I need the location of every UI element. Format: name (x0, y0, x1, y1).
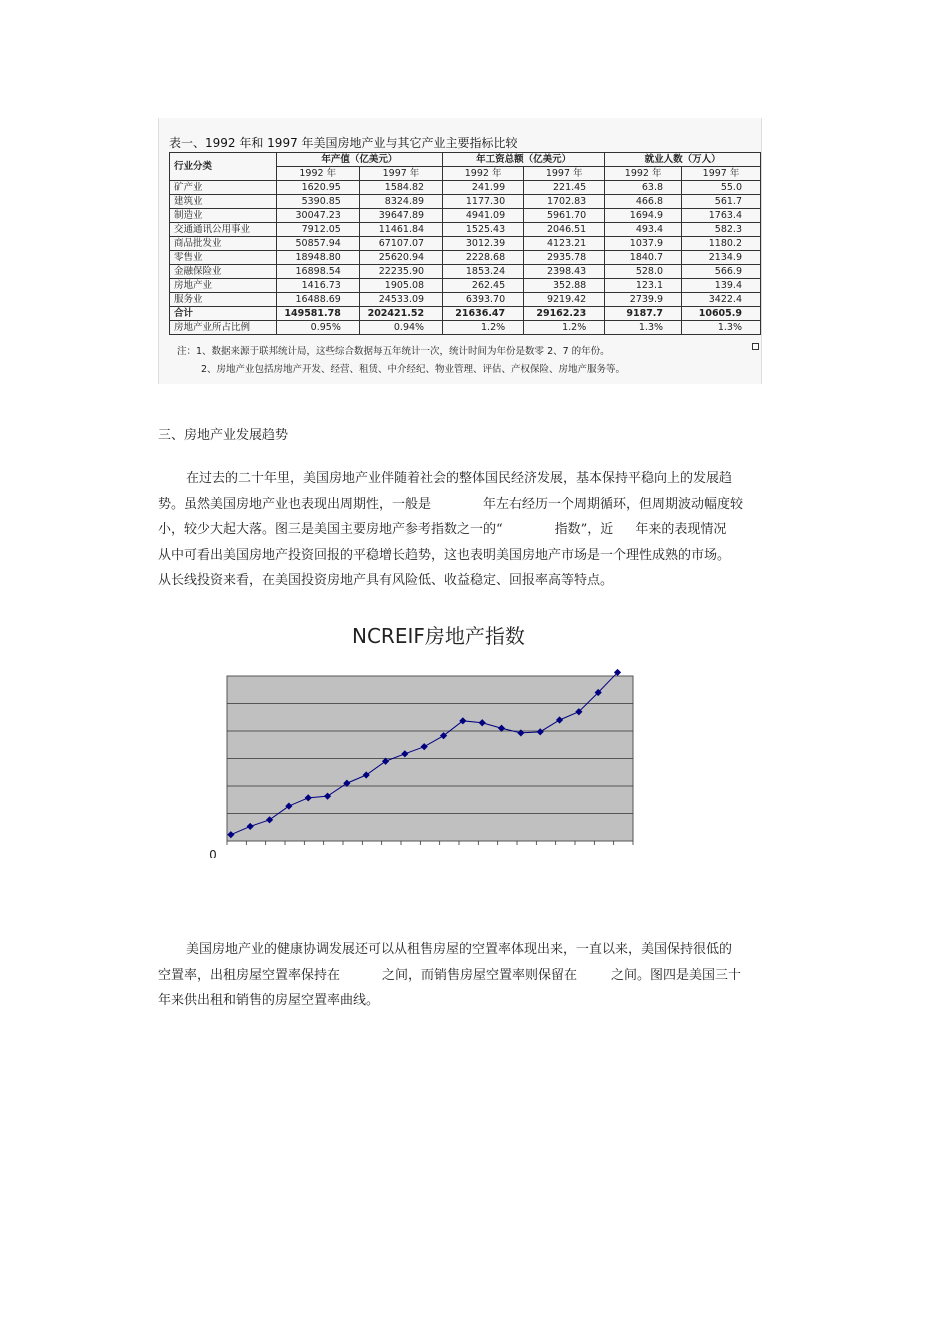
table-header-cell: 行业分类 (170, 153, 277, 181)
table-cell: 67107.07 (359, 237, 442, 251)
table-header-cell: 就业人数（万人） (605, 153, 761, 167)
section-heading: 三、房地产业发展趋势 (158, 428, 289, 443)
table-cell: 房地产业 (170, 279, 277, 293)
table-cell: 22235.90 (359, 265, 442, 279)
table-subheader-cell: 1992 年 (605, 167, 682, 181)
table-cell: 466.8 (605, 195, 682, 209)
table-cell: 1694.9 (605, 209, 682, 223)
table-header-cell: 年产值（亿美元） (276, 153, 442, 167)
table-cell: 2935.78 (524, 251, 605, 265)
table-subheader-cell: 1992 年 (443, 167, 524, 181)
resize-handle[interactable] (752, 343, 759, 350)
chart-title: NCREIF房地产指数 (352, 624, 525, 648)
table-cell: 1.2% (524, 321, 605, 335)
table-cell: 房地产业所占比例 (170, 321, 277, 335)
table-total-row (170, 307, 761, 321)
table-cell: 139.4 (682, 279, 761, 293)
table-cell: 1525.43 (443, 223, 524, 237)
table-cell: 4123.21 (524, 237, 605, 251)
table-cell: 7912.05 (276, 223, 359, 237)
table-cell: 1584.82 (359, 181, 442, 195)
table-cell: 566.9 (682, 265, 761, 279)
table-row (170, 195, 761, 209)
paragraph-1 (158, 466, 792, 594)
table-cell: 6393.70 (443, 293, 524, 307)
table-cell: 矿产业 (170, 181, 277, 195)
table-cell: 16898.54 (276, 265, 359, 279)
paragraph-line (158, 963, 792, 989)
paragraph-line: 从中可看出美国房地产投资回报的平稳增长趋势，这也表明美国房地产市场是一个理性成熟的市场。 (158, 547, 731, 563)
table-share-row (170, 321, 761, 335)
table-cell: 1416.73 (276, 279, 359, 293)
table-cell: 1.2% (443, 321, 524, 335)
text-segment: 势。虽然美国房地产业也表现出周期性，一般是 (158, 496, 432, 512)
table-cell: 2134.9 (682, 251, 761, 265)
table-cell: 55.0 (682, 181, 761, 195)
table-cell: 建筑业 (170, 195, 277, 209)
table-row (170, 265, 761, 279)
table-cell: 29162.23 (524, 307, 605, 321)
table-row (170, 237, 761, 251)
table-cell: 18948.80 (276, 251, 359, 265)
table-cell: 3422.4 (682, 293, 761, 307)
table-cell: 528.0 (605, 265, 682, 279)
table-cell: 8324.89 (359, 195, 442, 209)
table-cell: 3012.39 (443, 237, 524, 251)
table-row (170, 223, 761, 237)
industry-comparison-table (169, 152, 761, 335)
table-cell: 1702.83 (524, 195, 605, 209)
table-cell: 零售业 (170, 251, 277, 265)
table-cell: 1.3% (682, 321, 761, 335)
table-cell: 5961.70 (524, 209, 605, 223)
paragraph-line (158, 492, 792, 518)
table-subheader-cell: 1992 年 (276, 167, 359, 181)
table-cell: 11461.84 (359, 223, 442, 237)
table-row (170, 251, 761, 265)
paragraph-line: 美国房地产业的健康协调发展还可以从租售房屋的空置率体现出来，一直以来，美国保持很低的 (186, 942, 733, 957)
table-row (170, 279, 761, 293)
table-cell: 221.45 (524, 181, 605, 195)
paragraph-2 (158, 937, 792, 1014)
table-cell: 10605.9 (682, 307, 761, 321)
paragraph-line (158, 517, 792, 543)
text-segment: 年来的表现情况 (635, 522, 727, 538)
table-cell: 241.99 (443, 181, 524, 195)
table-cell: 合计 (170, 307, 277, 321)
table-cell: 商品批发业 (170, 237, 277, 251)
table-figure (158, 118, 762, 384)
text-segment: 之间，而销售房屋空置率则保留在 (382, 967, 578, 983)
table-cell: 2739.9 (605, 293, 682, 307)
table-cell: 21636.47 (443, 307, 524, 321)
table-cell: 1853.24 (443, 265, 524, 279)
table-cell: 352.88 (524, 279, 605, 293)
table-cell: 16488.69 (276, 293, 359, 307)
table-cell: 202421.52 (359, 307, 442, 321)
table-cell: 123.1 (605, 279, 682, 293)
table-cell: 582.3 (682, 223, 761, 237)
table-cell: 5390.85 (276, 195, 359, 209)
text-segment: 空置率，出租房屋空置率保持在 (158, 967, 341, 983)
table-cell: 561.7 (682, 195, 761, 209)
table-cell: 1763.4 (682, 209, 761, 223)
table-cell: 金融保险业 (170, 265, 277, 279)
paragraph-line: 在过去的二十年里，美国房地产业伴随着社会的整体国民经济发展，基本保持平稳向上的发展趋 (186, 471, 733, 486)
table-cell: 24533.09 (359, 293, 442, 307)
table-cell: 39647.89 (359, 209, 442, 223)
table-cell: 0.94% (359, 321, 442, 335)
table-note-2: 2、房地产业包括房地产开发、经营、租赁、中介经纪、物业管理、评估、产权保险、房地产服务等。 (201, 364, 626, 375)
table-subheader-cell: 1997 年 (524, 167, 605, 181)
table-subheader-cell: 1997 年 (682, 167, 761, 181)
table-cell: 制造业 (170, 209, 277, 223)
table-cell: 服务业 (170, 293, 277, 307)
table-cell: 50857.94 (276, 237, 359, 251)
table-row (170, 209, 761, 223)
table-cell: 149581.78 (276, 307, 359, 321)
table-cell: 0.95% (276, 321, 359, 335)
table-cell: 63.8 (605, 181, 682, 195)
table-cell: 交通通讯公用事业 (170, 223, 277, 237)
table-cell: 2228.68 (443, 251, 524, 265)
table-row (170, 181, 761, 195)
table-cell: 1180.2 (682, 237, 761, 251)
table-header-cell: 年工资总额（亿美元） (443, 153, 605, 167)
table-cell: 1840.7 (605, 251, 682, 265)
table-cell: 2398.43 (524, 265, 605, 279)
table-cell: 2046.51 (524, 223, 605, 237)
table-cell: 493.4 (605, 223, 682, 237)
paragraph-line: 年来供出租和销售的房屋空置率曲线。 (158, 993, 380, 1009)
table-row (170, 293, 761, 307)
paragraph-line: 从长线投资来看，在美国投资房地产具有风险低、收益稳定、回报率高等特点。 (158, 573, 614, 589)
text-segment: 指数”，近 (554, 522, 614, 538)
table-cell: 1620.95 (276, 181, 359, 195)
table-cell: 9219.42 (524, 293, 605, 307)
text-segment: 年左右经历一个周期循环，但周期波动幅度较 (483, 496, 744, 512)
table-cell: 1037.9 (605, 237, 682, 251)
table-cell: 262.45 (443, 279, 524, 293)
text-segment: 小，较少大起大落。图三是美国主要房地产参考指数之一的“ (158, 522, 503, 538)
table-caption: 表一、1992 年和 1997 年美国房地产业与其它产业主要指标比较 (169, 136, 518, 150)
table-header-row (170, 153, 761, 167)
text-segment: 之间。图四是美国三十 (611, 967, 742, 983)
table-cell: 1.3% (605, 321, 682, 335)
table-subheader-cell: 1997 年 (359, 167, 442, 181)
table-cell: 4941.09 (443, 209, 524, 223)
ncreif-line-chart (195, 668, 655, 858)
table-cell: 25620.94 (359, 251, 442, 265)
table-cell: 1905.08 (359, 279, 442, 293)
y-tick-label: 0 (209, 848, 217, 858)
table-cell: 30047.23 (276, 209, 359, 223)
table-cell: 1177.30 (443, 195, 524, 209)
table-cell: 9187.7 (605, 307, 682, 321)
table-note-1: 注：1、数据来源于联邦统计局，这些综合数据每五年统计一次，统计时间为年份是数零 2、7 的年份。 (177, 346, 610, 357)
